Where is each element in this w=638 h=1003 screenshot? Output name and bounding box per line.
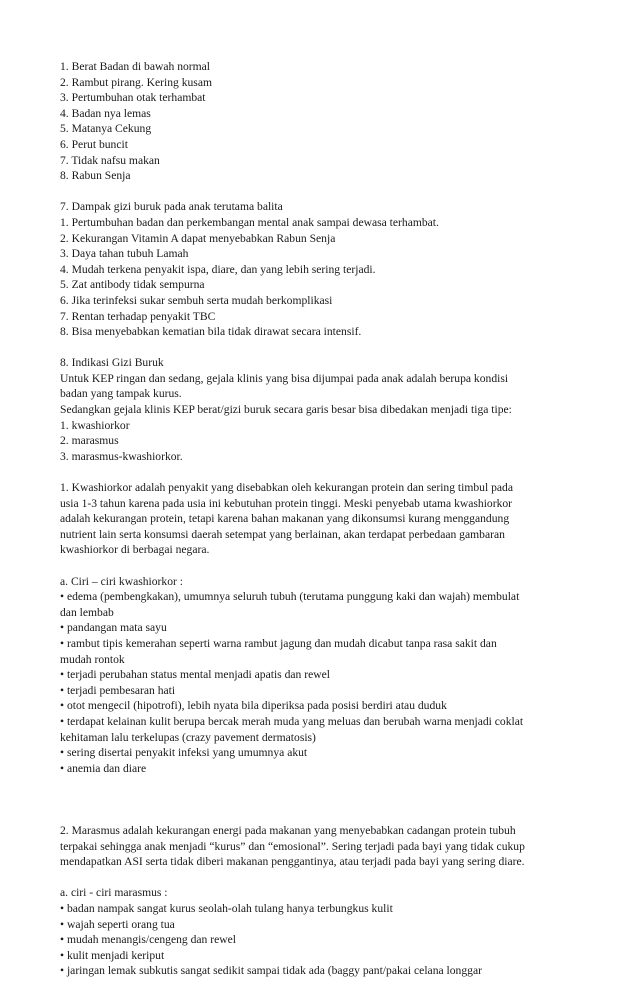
list-item: 6. Perut buncit (60, 137, 128, 151)
marasmus-section (60, 823, 580, 870)
text-line: Untuk KEP ringan dan sedang, gejala klinis yang bisa dijumpai pada anak adalah berupa kondisi (60, 371, 509, 385)
list-item: 7. Tidak nafsu makan (60, 153, 160, 167)
impact-section (60, 199, 580, 339)
list-item: 7. Rentan terhadap penyakit TBC (60, 309, 216, 323)
list-item: 4. Badan nya lemas (60, 106, 151, 120)
section-heading: a. Ciri – ciri kwashiorkor : (60, 574, 183, 588)
bullet-item: • wajah seperti orang tua (60, 917, 175, 931)
list-item: 2. Kekurangan Vitamin A dapat menyebabkan Rabun Senja (60, 231, 336, 245)
section-heading: 7. Dampak gizi buruk pada anak terutama balita (60, 200, 283, 214)
list-item: 3. Daya tahan tubuh Lamah (60, 247, 189, 261)
bullet-item: • terdapat kelainan kulit berupa bercak merah muda yang meluas dan berubah warna menjadi coklat (60, 714, 524, 728)
bullet-continuation: kehitaman lalu terkelupas (crazy pavement dermatosis) (60, 730, 316, 744)
list-item: 1. Berat Badan di bawah normal (60, 60, 211, 73)
text-line: badan yang tampak kurus. (60, 387, 182, 401)
spacer (60, 808, 580, 824)
list-item: 2. marasmus (60, 434, 119, 448)
bullet-item: • pandangan mata sayu (60, 621, 167, 635)
text-line: 2. Marasmus adalah kekurangan energi pada makanan yang menyebabkan cadangan protein tubuh (60, 824, 516, 838)
marasmus-features (60, 885, 580, 979)
list-item: 6. Jika terinfeksi sukar sembuh serta mudah berkomplikasi (60, 293, 333, 307)
list-item: 4. Mudah terkena penyakit ispa, diare, dan yang lebih sering terjadi. (60, 262, 376, 276)
kwashiorkor-features (60, 574, 580, 777)
list-item: 3. marasmus-kwashiorkor. (60, 449, 183, 463)
symptoms-list (60, 59, 580, 184)
section-heading: 8. Indikasi Gizi Buruk (60, 356, 164, 370)
bullet-item: • kulit menjadi keriput (60, 948, 165, 962)
text-line: Sedangkan gejala klinis KEP berat/gizi buruk secara garis besar bisa dibedakan menjadi tiga tipe: (60, 403, 512, 417)
bullet-item: • edema (pembengkakan), umumnya seluruh tubuh (terutama punggung kaki dan wajah) membulat (60, 590, 520, 604)
spacer (60, 776, 580, 807)
text-line: mendapatkan ASI serta tidak diberi makanan penggantinya, atau terjadi pada bayi yang sering diare. (60, 855, 525, 869)
bullet-item: • badan nampak sangat kurus seolah-olah tulang hanya terbungkus kulit (60, 902, 393, 916)
bullet-continuation: dan lembab (60, 605, 114, 619)
spacer (60, 184, 580, 200)
kwashiorkor-section (60, 480, 580, 558)
bullet-item: • sering disertai penyakit infeksi yang umumnya akut (60, 746, 308, 760)
bullet-continuation: mudah rontok (60, 652, 125, 666)
bullet-item: • terjadi perubahan status mental menjadi apatis dan rewel (60, 668, 330, 682)
indication-section (60, 355, 580, 464)
list-item: 1. Pertumbuhan badan dan perkembangan mental anak sampai dewasa terhambat. (60, 215, 439, 229)
list-item: 2. Rambut pirang. Kering kusam (60, 75, 212, 89)
list-item: 8. Rabun Senja (60, 169, 131, 183)
text-line: kwashiorkor di berbagai negara. (60, 543, 210, 557)
bullet-item: • rambut tipis kemerahan seperti warna rambut jagung dan mudah dicabut tanpa rasa sakit dan (60, 636, 497, 650)
text-line: usia 1-3 tahun karena pada usia ini kebutuhan protein tinggi. Meski penyebab utama kwashiorkor (60, 496, 513, 510)
bullet-item: • mudah menangis/cengeng dan rewel (60, 933, 236, 947)
list-item: 3. Pertumbuhan otak terhambat (60, 91, 206, 105)
document-page (60, 59, 580, 979)
list-item: 1. kwashiorkor (60, 418, 130, 432)
text-line: 1. Kwashiorkor adalah penyakit yang disebabkan oleh kekurangan protein dan sering timbul pada (60, 481, 513, 495)
spacer (60, 870, 580, 886)
bullet-item: • otot mengecil (hipotrofi), lebih nyata bila diperiksa pada posisi berdiri atau duduk (60, 699, 447, 713)
list-item: 8. Bisa menyebabkan kematian bila tidak dirawat secara intensif. (60, 325, 362, 339)
spacer (60, 558, 580, 574)
bullet-item: • terjadi pembesaran hati (60, 683, 176, 697)
spacer (60, 340, 580, 356)
text-line: terpakai sehingga anak menjadi “kurus” dan “emosional”. Sering terjadi pada bayi yang tidak cukup (60, 839, 525, 853)
section-heading: a. ciri - ciri marasmus : (60, 886, 168, 900)
text-line: nutrient lain serta konsumsi daerah setempat yang berlainan, akan terdapat perbedaan gambaran (60, 527, 505, 541)
list-item: 5. Zat antibody tidak sempurna (60, 278, 205, 292)
list-item: 5. Matanya Cekung (60, 122, 152, 136)
bullet-item: • anemia dan diare (60, 761, 147, 775)
spacer (60, 464, 580, 480)
text-line: adalah kekurangan protein, tetapi karena bahan makanan yang dikonsumsi kurang menggandung (60, 512, 510, 526)
bullet-item: • jaringan lemak subkutis sangat sedikit sampai tidak ada (baggy pant/pakai celana longgar (60, 964, 482, 978)
